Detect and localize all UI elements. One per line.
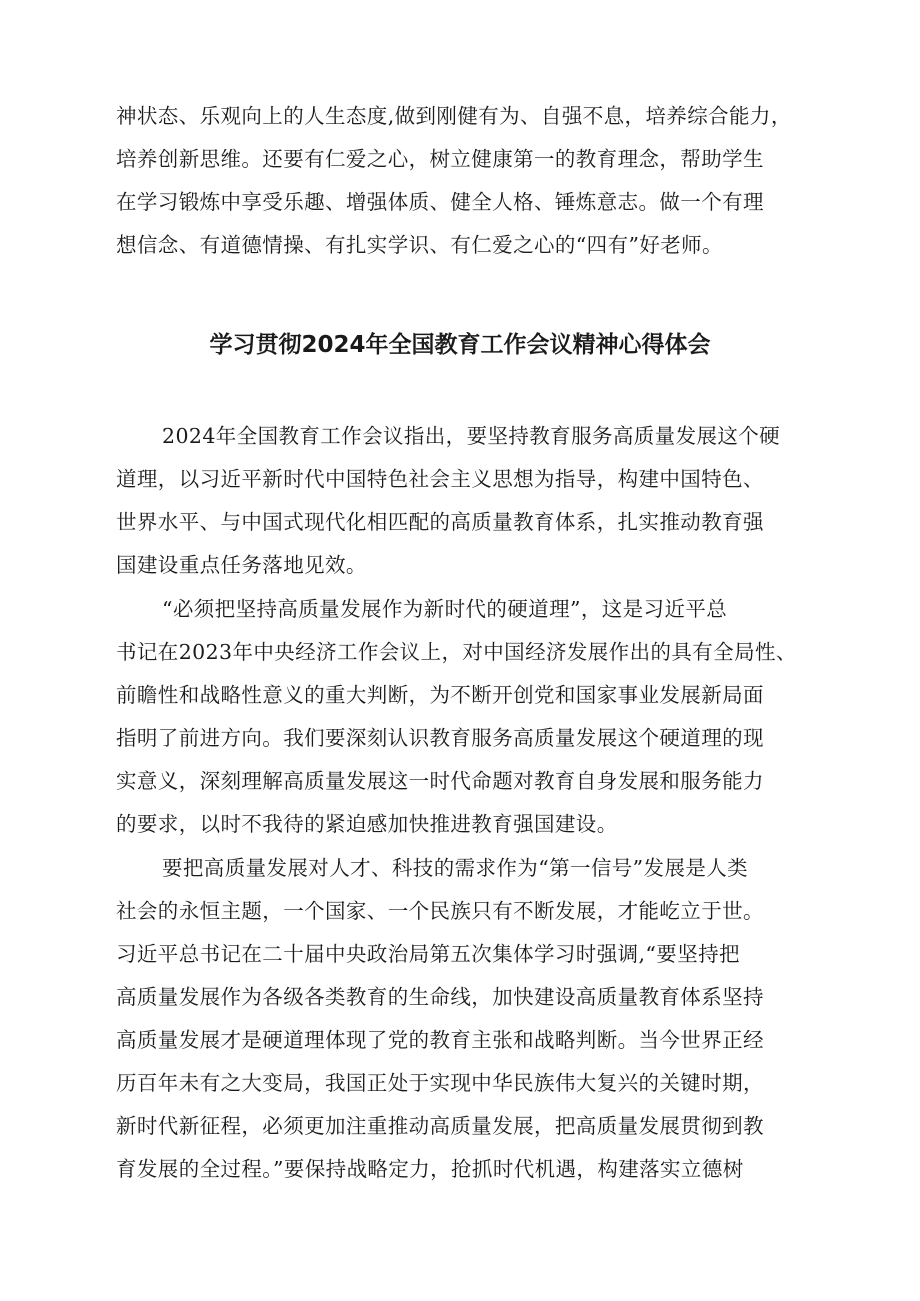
paragraph2-line: 的要求，以时不我待的紧迫感加快推进教育强国建设。 — [116, 812, 618, 836]
paragraph2-line: 前瞻性和战略性意义的重大判断，为不断开创党和国家事业发展新局面 — [116, 683, 764, 707]
paragraph3-line: 要把高质量发展对人才、科技的需求作为“第一信号”发展是人类 — [162, 856, 749, 880]
paragraph3-line: 高质量发展才是硬道理体现了党的教育主张和战略判断。当今世界正经 — [116, 1028, 764, 1052]
paragraph2-line: “必须把坚持高质量发展作为新时代的硬道理”，这是习近平总 — [162, 597, 728, 621]
paragraph3-line: 新时代新征程，必须更加注重推动高质量发展，把高质量发展贯彻到教 — [116, 1114, 764, 1138]
paragraph1-line: 世界水平、与中国式现代化相匹配的高质量教育体系，扎实推动教育强 — [116, 510, 764, 534]
paragraph1-line: 道理，以习近平新时代中国特色社会主义思想为指导，构建中国特色、 — [116, 467, 764, 491]
top-paragraph-line: 神状态、乐观向上的人生态度,做到刚健有为、自强不息，培养综合能力， — [116, 104, 792, 128]
top-paragraph-line: 想信念、有道德情操、有扎实学识、有仁爱之心的“四有”好老师。 — [116, 233, 723, 257]
paragraph2-line: 书记在2023年中央经济工作会议上，对中国经济发展作出的具有全局性、 — [116, 640, 797, 664]
paragraph3-line: 社会的永恒主题，一个国家、一个民族只有不断发展，才能屹立于世。 — [116, 899, 764, 923]
paragraph1-line: 2024年全国教育工作会议指出，要坚持教育服务高质量发展这个硬 — [162, 424, 781, 448]
paragraph2-line: 指明了前进方向。我们要深刻认识教育服务高质量发展这个硬道理的现 — [116, 726, 764, 750]
paragraph1-line: 国建设重点任务落地见效。 — [116, 553, 367, 577]
page-title: 学习贯彻2024年全国教育工作会议精神心得体会 — [209, 332, 711, 358]
paragraph3-line: 习近平总书记在二十届中央政治局第五次集体学习时强调,“要坚持把 — [116, 942, 740, 966]
paragraph3-line: 历百年未有之大变局，我国正处于实现中华民族伟大复兴的关键时期， — [116, 1071, 764, 1095]
paragraph3-line: 高质量发展作为各级各类教育的生命线，加快建设高质量教育体系坚持 — [116, 985, 764, 1009]
paragraph3-line: 育发展的全过程。”要保持战略定力，抢抓时代机遇，构建落实立德树 — [116, 1157, 744, 1181]
top-paragraph-line: 培养创新思维。还要有仁爱之心，树立健康第一的教育理念，帮助学生 — [116, 147, 764, 171]
paragraph2-line: 实意义，深刻理解高质量发展这一时代命题对教育自身发展和服务能力 — [116, 769, 764, 793]
top-paragraph-line: 在学习锻炼中享受乐趣、增强体质、健全人格、锤炼意志。做一个有理 — [116, 190, 764, 214]
